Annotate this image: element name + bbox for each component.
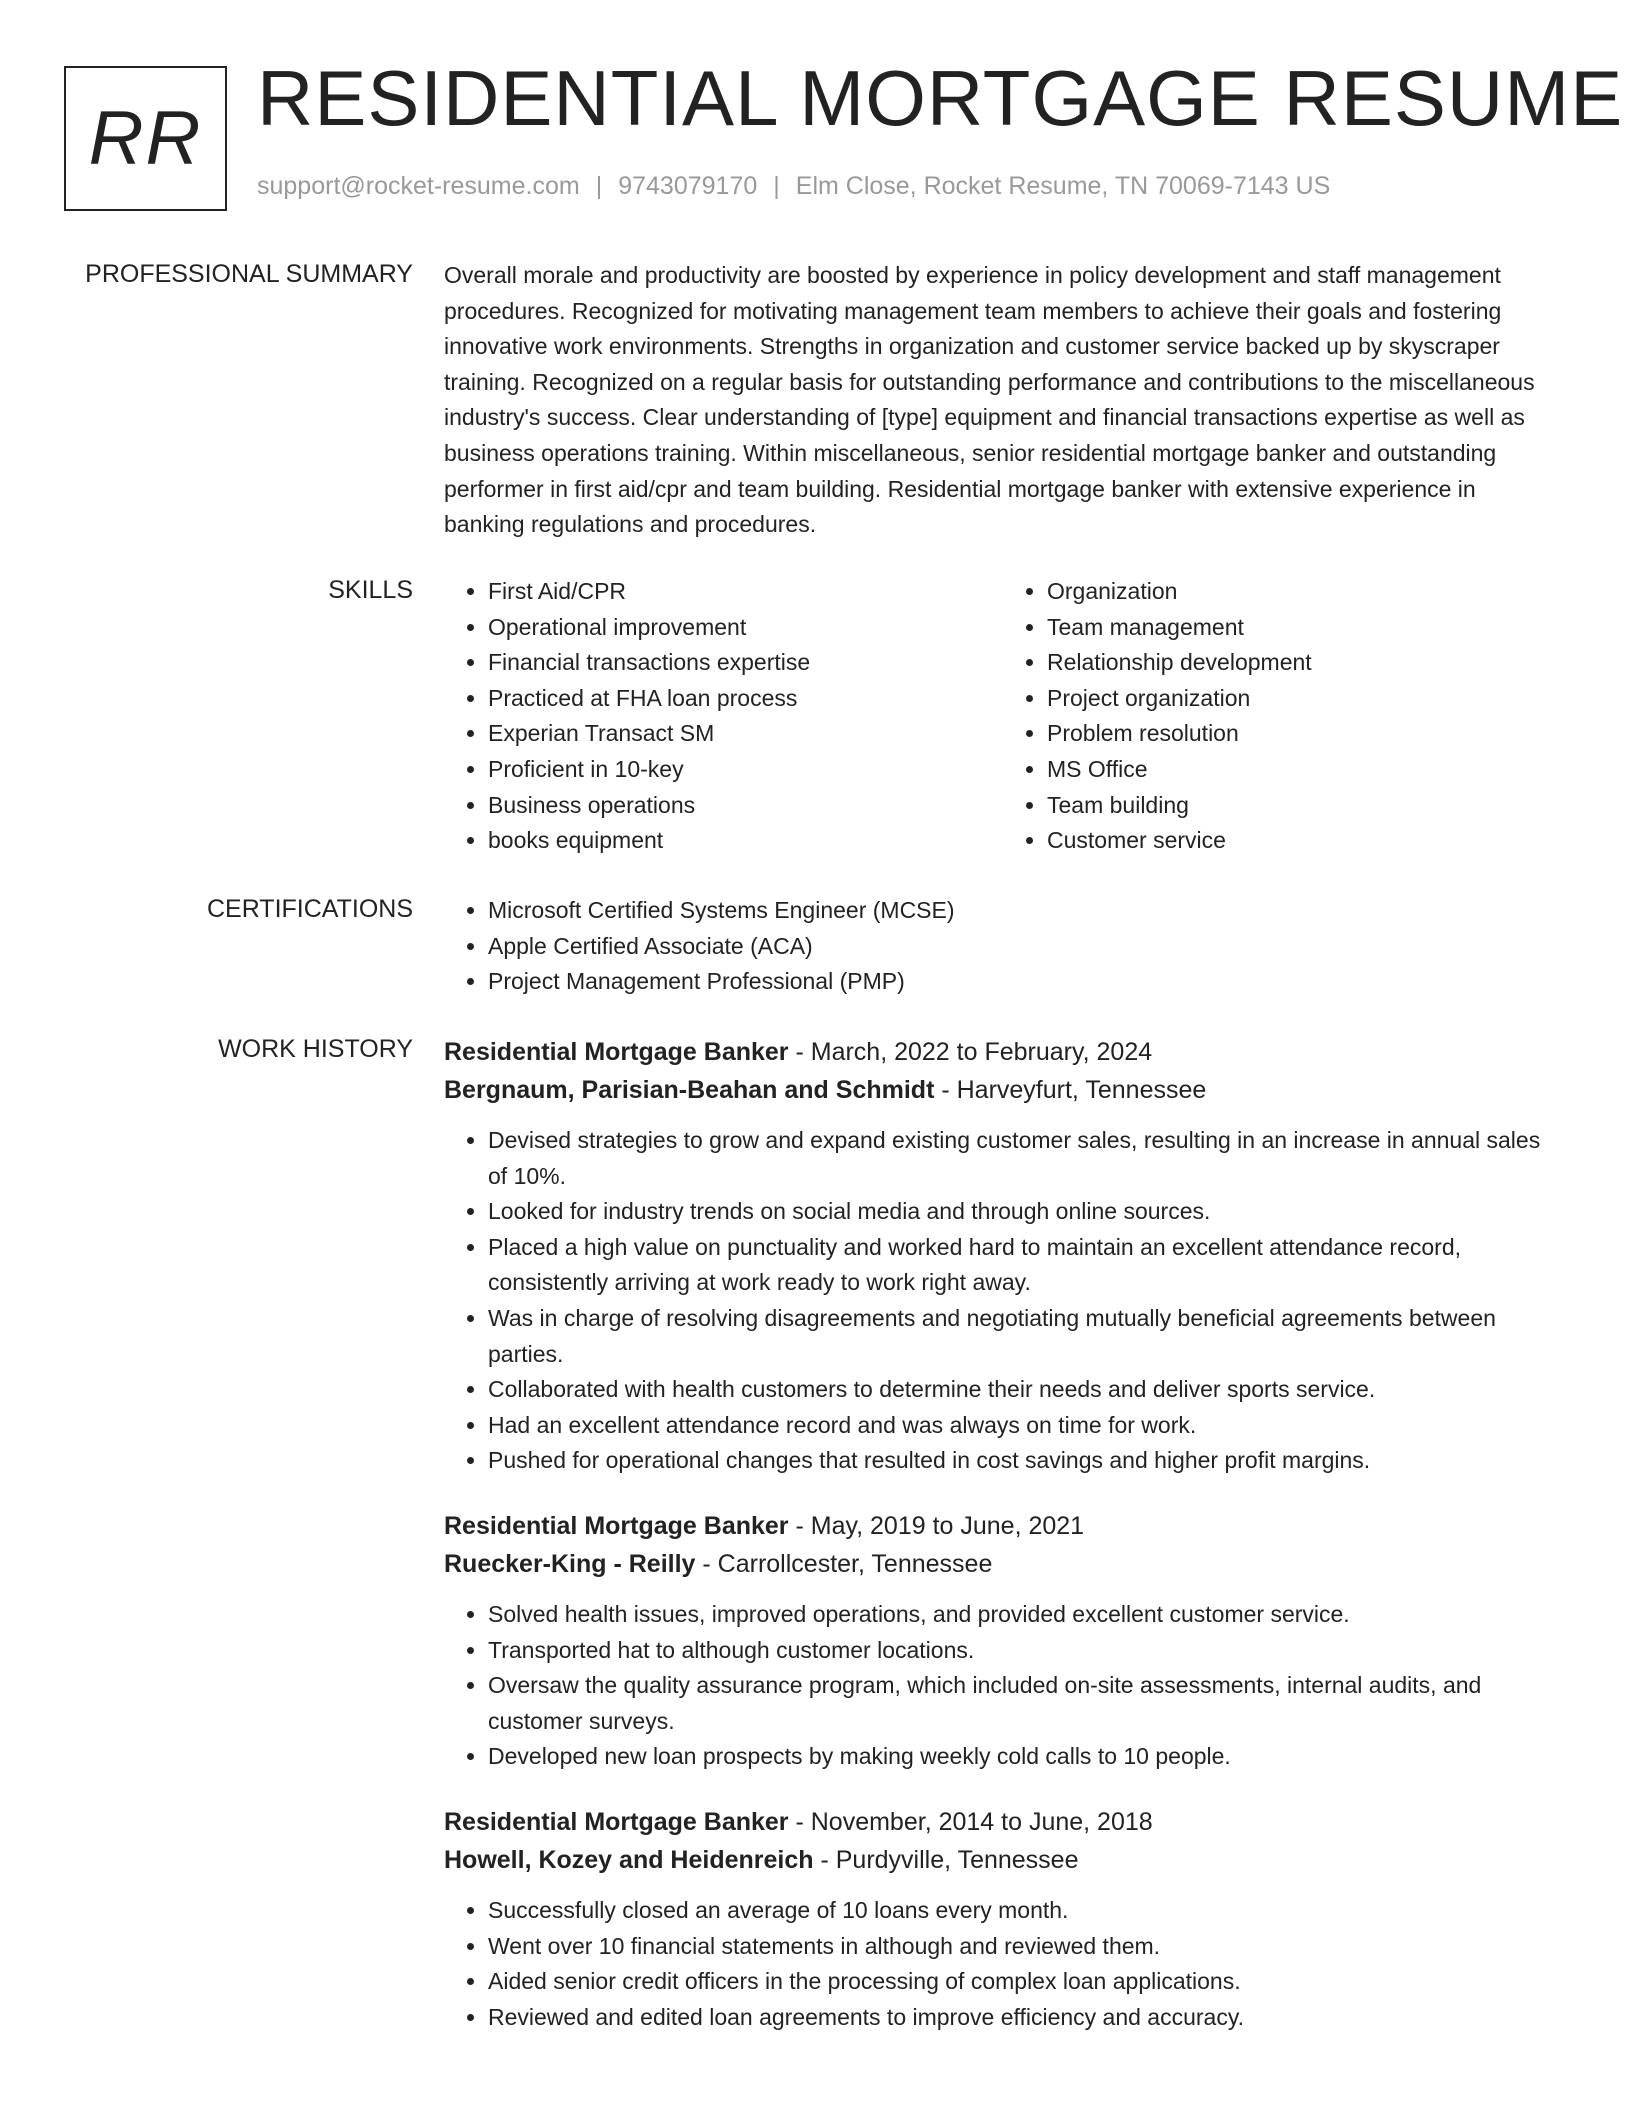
list-item: • Problem resolution [1047,716,1562,752]
contact-address: Elm Close, Rocket Resume, TN 70069-7143 US [795,172,1331,200]
list-item: • Team management [1047,610,1562,646]
skills-content [444,574,1562,859]
section-label-summary: PROFESSIONAL SUMMARY [85,260,413,288]
job-title-line [444,1033,1562,1071]
job-title-line [444,1507,1562,1545]
list-item: • Financial transactions expertise [488,645,1003,681]
job-location: Harveyfurt, Tennessee [956,1076,1207,1104]
job-title-line [444,1803,1562,1841]
job-dates: May, 2019 to June, 2021 [810,1511,1085,1540]
dash-separator: - [788,1511,811,1540]
job-company: Howell, Kozey and Heidenreich [444,1845,814,1874]
section-label-certifications: CERTIFICATIONS [206,895,413,923]
job-bullets [444,1123,1562,1479]
list-item: • Pushed for operational changes that resulted in cost savings and higher profit margins. [488,1443,1562,1479]
list-item: • Customer service [1047,823,1562,859]
list-item: • Operational improvement [488,610,1003,646]
dash-separator: - [788,1038,811,1066]
list-item: • books equipment [488,823,1003,859]
list-item: • First Aid/CPR [488,574,1003,610]
dash-separator: - [695,1549,718,1578]
dash-separator: - [788,1807,811,1836]
list-item: • Aided senior credit officers in the processing of complex loan applications. [488,1964,1562,2000]
list-item: • Proficient in 10-key [488,752,1003,788]
job-bullets [444,1597,1562,1775]
contact-separator: | [773,172,780,200]
list-item: • Team building [1047,788,1562,824]
section-label-work-history: WORK HISTORY [218,1035,413,1063]
job-title: Residential Mortgage Banker [444,1807,789,1836]
list-item: • Practiced at FHA loan process [488,681,1003,717]
job-company-line [444,1071,1562,1109]
dash-separator: - [934,1076,957,1104]
job-title: Residential Mortgage Banker [444,1038,789,1066]
resume-title: RESIDENTIAL MORTGAGE RESUME [257,54,1624,142]
list-item: • Project organization [1047,681,1562,717]
contact-separator: | [595,172,603,200]
section-label-skills: SKILLS [328,576,413,604]
dash-separator: - [813,1845,836,1874]
job-entry [444,1507,1562,1775]
job-company: Ruecker-King - Reilly [444,1549,696,1578]
list-item: • Collaborated with health customers to determine their needs and deliver sports service. [488,1372,1562,1408]
job-entry [444,1803,1562,2035]
list-item: • MS Office [1047,752,1562,788]
list-item: • Microsoft Certified Systems Engineer (MCSE) [488,893,1562,929]
skills-list-right [1003,574,1562,859]
list-item: • Oversaw the quality assurance program, which included on-site assessments, internal audits, and customer surveys. [488,1668,1562,1739]
contact-email[interactable]: support@rocket-resume.com [257,172,580,200]
list-item: • Solved health issues, improved operations, and provided excellent customer service. [488,1597,1562,1633]
list-item: • Transported hat to although customer locations. [488,1633,1562,1669]
job-company: Bergnaum, Parisian-Beahan and Schmidt [444,1076,935,1104]
monogram-logo: RR [64,66,227,211]
job-dates: November, 2014 to June, 2018 [810,1807,1153,1836]
list-item: • Experian Transact SM [488,716,1003,752]
list-item: • Looked for industry trends on social media and through online sources. [488,1194,1562,1230]
list-item: • Business operations [488,788,1003,824]
certifications-list [444,893,1562,1000]
contact-phone[interactable]: 9743079170 [618,172,758,200]
list-item: • Relationship development [1047,645,1562,681]
list-item: • Apple Certified Associate (ACA) [488,929,1562,965]
list-item: • Reviewed and edited loan agreements to improve efficiency and accuracy. [488,2000,1562,2036]
list-item: • Successfully closed an average of 10 loans every month. [488,1893,1562,1929]
list-item: • Had an excellent attendance record and was always on time for work. [488,1408,1562,1444]
work-history-content [444,1033,1562,2063]
list-item: • Organization [1047,574,1562,610]
list-item: • Devised strategies to grow and expand existing customer sales, resulting in an increase in annual sales of 10%. [488,1123,1562,1194]
list-item: • Placed a high value on punctuality and worked hard to maintain an excellent attendance record, consistently arriving at work ready to work right away. [488,1230,1562,1301]
list-item: • Developed new loan prospects by making weekly cold calls to 10 people. [488,1739,1562,1775]
job-bullets [444,1893,1562,2035]
job-location: Purdyville, Tennessee [835,1845,1079,1874]
job-title: Residential Mortgage Banker [444,1511,789,1540]
job-location: Carrollcester, Tennessee [717,1549,993,1578]
summary-text: Overall morale and productivity are boosted by experience in policy development and staff management procedures. Recognized for motivating management team members to achieve their goals and fostering innovative work environments. Strengths in organization and customer service backed up by skyscraper training. Recognized on a regular basis for outstanding performance and contributions to the miscellaneous industry's success. Clear understanding of [type] equipment and financial transactions expertise as well as business operations training. Within miscellaneous, senior residential mortgage banker and outstanding performer in first aid/cpr and team building. Residential mortgage banker with extensive experience in banking regulations and procedures. [444,262,1535,538]
list-item: • Went over 10 financial statements in although and reviewed them. [488,1929,1562,1965]
job-dates: March, 2022 to February, 2024 [810,1038,1153,1066]
summary-content [444,258,1562,543]
job-company-line [444,1545,1562,1583]
list-item: • Was in charge of resolving disagreements and negotiating mutually beneficial agreements between parties. [488,1301,1562,1372]
skills-list-left [444,574,1003,859]
job-company-line [444,1841,1562,1879]
contact-line [257,172,1330,201]
job-entry [444,1033,1562,1479]
certifications-content [444,893,1562,1000]
list-item: • Project Management Professional (PMP) [488,964,1562,1000]
